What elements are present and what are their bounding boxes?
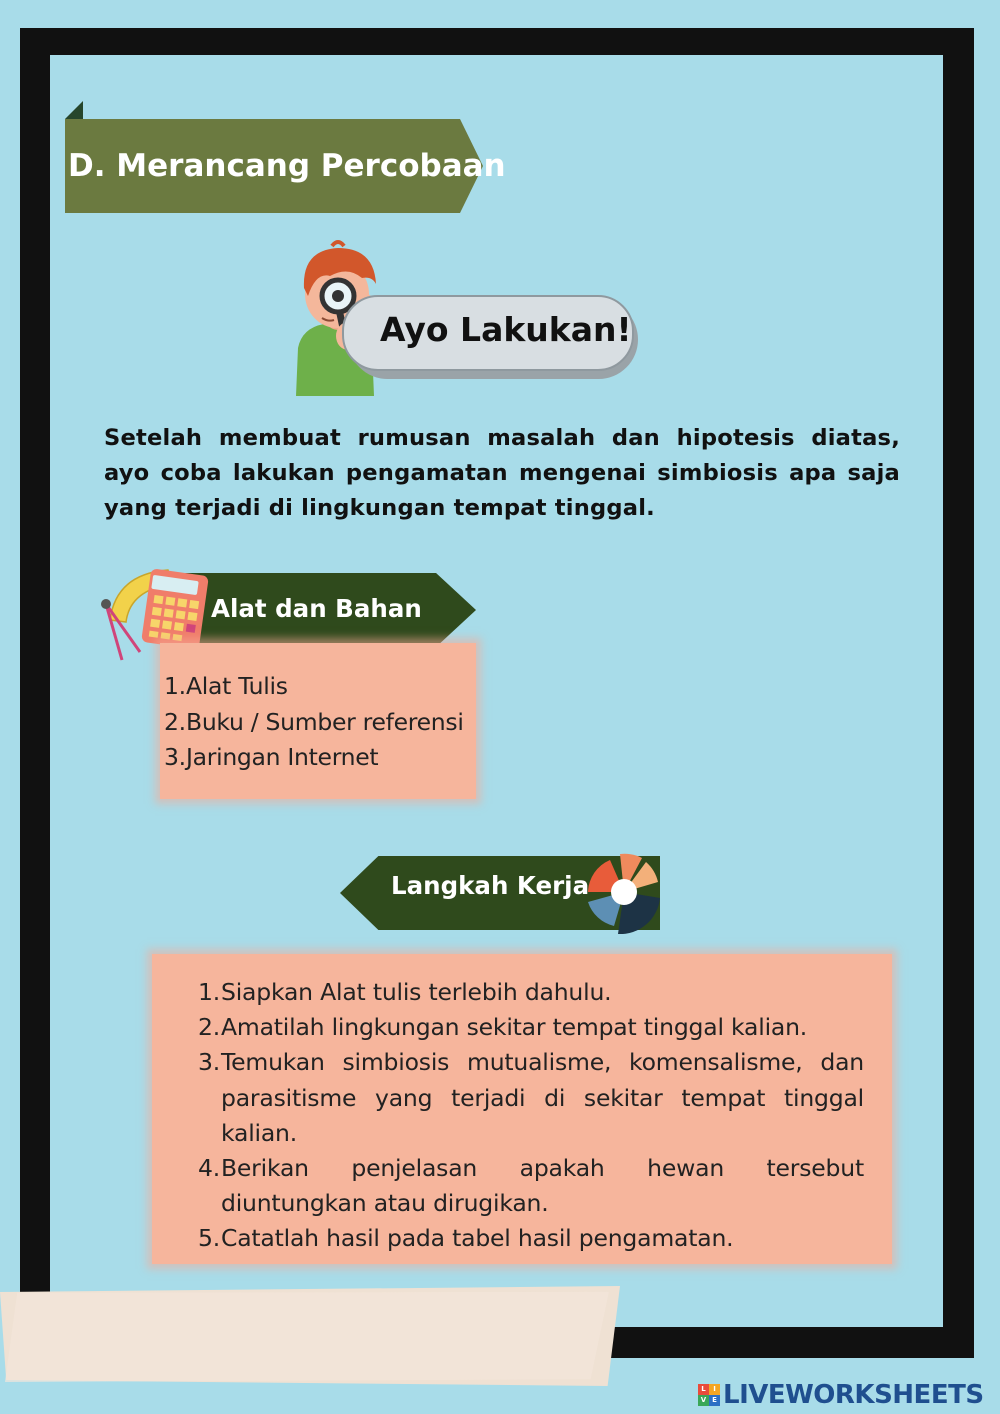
list-number: 2.	[198, 1013, 221, 1042]
list-item	[164, 669, 464, 705]
logo-letter: V	[698, 1395, 709, 1406]
list-number: 1.	[164, 672, 186, 700]
list-text: Buku / Sumber referensi	[186, 707, 464, 736]
materials-list	[164, 669, 464, 776]
logo-letter: L	[698, 1384, 709, 1395]
logo-letter: I	[709, 1384, 720, 1395]
tape-strip-highlight	[5, 1290, 615, 1382]
watermark-text: LIVEWORKSHEETS	[723, 1380, 984, 1410]
materials-title: Alat dan Bahan	[211, 594, 422, 623]
liveworksheets-logo-icon	[698, 1384, 720, 1406]
callout-label: Ayo Lakukan!	[380, 310, 632, 349]
list-text: Amatilah lingkungan sekitar tempat tinggal kalian.	[221, 1013, 808, 1042]
pie-chart-icon	[582, 848, 666, 936]
list-item	[198, 1221, 864, 1256]
steps-list	[198, 975, 864, 1257]
watermark[interactable]	[698, 1378, 984, 1412]
list-number: 1.	[198, 978, 221, 1006]
list-item	[198, 1010, 864, 1045]
logo-letter: E	[709, 1395, 720, 1406]
list-text: Temukan simbiosis mutualisme, komensalisme, dan parasitisme yang terjadi di sekitar tempat tinggal kalian.	[221, 1048, 864, 1147]
list-text: Catatlah hasil pada tabel hasil pengamatan.	[221, 1224, 734, 1253]
intro-paragraph: Setelah membuat rumusan masalah dan hipotesis diatas, ayo coba lakukan pengamatan mengenai simbiosis apa saja yang terjadi di lingkungan tempat tinggal.	[104, 425, 900, 521]
banner-fold	[65, 101, 83, 119]
list-item	[198, 1151, 864, 1221]
list-number: 3.	[164, 743, 186, 771]
list-item	[198, 975, 864, 1010]
section-title: D. Merancang Percobaan	[68, 148, 506, 184]
list-text: Alat Tulis	[186, 672, 288, 700]
list-number: 3.	[198, 1048, 221, 1077]
list-number: 5.	[198, 1224, 221, 1253]
list-number: 2.	[164, 707, 186, 736]
list-number: 4.	[198, 1154, 221, 1183]
list-text: Berikan penjelasan apakah hewan tersebut diuntungkan atau dirugikan.	[221, 1154, 864, 1218]
list-item	[198, 1045, 864, 1151]
list-text: Siapkan Alat tulis terlebih dahulu.	[221, 978, 612, 1006]
list-item	[164, 705, 464, 741]
list-item	[164, 740, 464, 776]
steps-title: Langkah Kerja	[391, 871, 590, 900]
list-text: Jaringan Internet	[186, 743, 379, 771]
